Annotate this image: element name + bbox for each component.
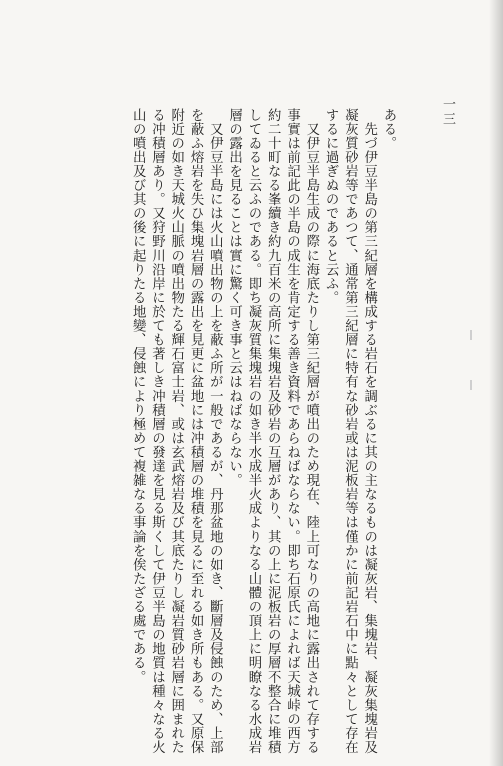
text-line: 約二十町なる峯續き約九百米の高所に集塊岩及砂岩の互層があり、其の上に泥板岩の厚層不整合に堆積: [265, 108, 281, 755]
text-line: を蔽ふ熔岩を失ひ集塊岩層の露出を見更に盆地には冲積層の堆積を見るに至れる如き所もある。又原保: [188, 108, 204, 755]
gutter-speck: [470, 380, 472, 390]
text-line: 山の噴出及び其の後に起りたる地變、侵蝕により極めて複雑なる事論を俟たざる處である。: [130, 108, 146, 685]
text-line: するに過ぎぬのであると云ふ。: [323, 108, 339, 305]
text-line: 附近の如き天城火山脈の噴出物たる輝石富士岩、或は玄武熔岩及び其底たりし凝岩質砂岩層に囲まれた: [168, 108, 184, 755]
text-line: る冲積層あり。又狩野川沿岸に於ても著しき冲積層の發達を見る斯くして伊豆半島の地質は種々なる火: [149, 108, 165, 755]
text-line: 又伊豆半島には火山噴出物の上を蔽ふ所が一般であるが、丹那盆地の如き、斷層及侵蝕のため、上部: [207, 108, 223, 755]
text-line: 凝灰質砂岩等であつて、通常第三紀層に特有な砂岩或は泥板岩等は僅かに前記岩石中に點々として存在: [342, 108, 358, 755]
page-number: 一三: [440, 97, 455, 127]
text-line: ある。: [381, 108, 396, 151]
text-line: してゐると云ふのである。即ち凝灰質集塊岩の如き半水成半火成よりなる山體の頂上に明瞭なる水成岩: [245, 108, 261, 755]
text-line: 又伊豆半島生成の際に海底たりし第三紀層が噴出のため現在、陸上可なりの高地に露出されて存する: [303, 108, 319, 755]
text-line: 先づ伊豆半島の第三紀層を構成する岩石を調ぶるに其の主なるものは凝灰岩、集塊岩、凝灰集塊岩及: [361, 108, 377, 755]
text-line: 層の露出を見ることは實に驚く可き事と云はねばならない。: [226, 108, 242, 488]
body-text: [88, 108, 398, 755]
text-line: 事實は前記此の半島の成生を肯定する善き資料であらねばならない。即ち石原氏によれば天城峠の西方: [284, 108, 300, 755]
gutter-speck: [470, 330, 472, 340]
binding-shadow: [489, 0, 503, 766]
